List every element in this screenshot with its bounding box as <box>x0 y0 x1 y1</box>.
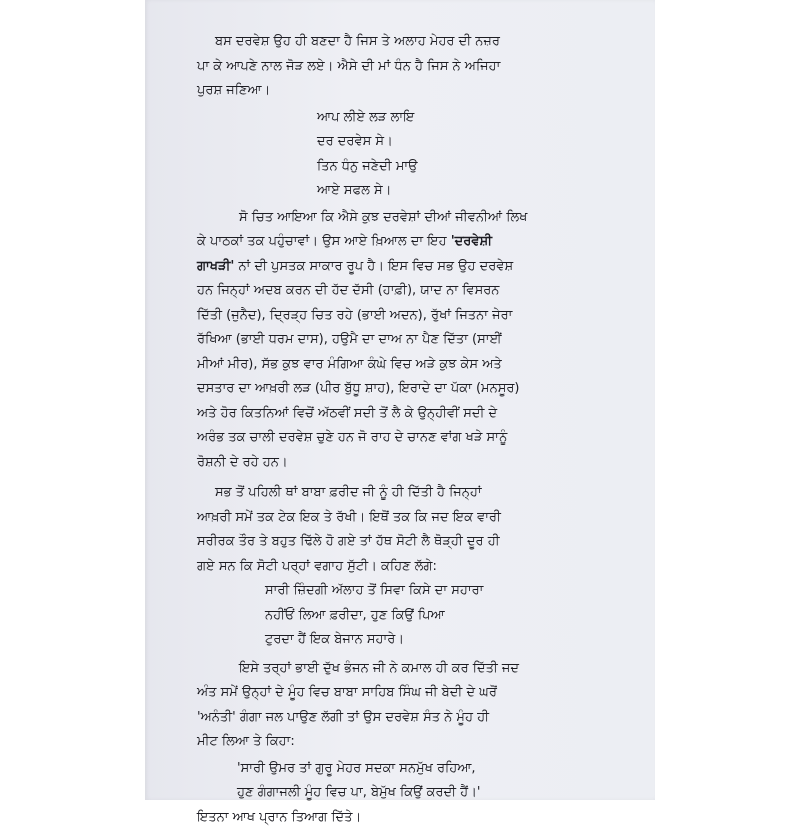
text-line: ਰੋਸ਼ਨੀ ਦੇ ਰਹੇ ਹਨ। <box>197 451 607 476</box>
text-line: ਪੁਰਸ਼ ਜਣਿਆ। <box>197 79 607 104</box>
verse-line: ਆਪ ਲੀਏ ਲੜ ਲਾਇ <box>317 106 607 131</box>
paragraph-dukh-bhanjan <box>197 657 607 755</box>
text-line: ਗਏ ਸਨ ਕਿ ਸੋਟੀ ਪਰ੍ਹਾਂ ਵਗਾਹ ਸੁੱਟੀ। ਕਹਿਣ ਲੱਗੇ: <box>197 555 607 580</box>
book-page <box>145 0 655 800</box>
text-run: ਨਾਂ ਦੀ ਪੁਸਤਕ ਸਾਕਾਰ ਰੂਪ ਹੈ। ਇਸ ਵਿਚ ਸਭ ਉਹ ਦਰਵੇਸ਼ <box>239 259 514 274</box>
text-line: ਬਸ ਦਰਵੇਸ਼ ਉਹ ਹੀ ਬਣਦਾ ਹੈ ਜਿਸ ਤੇ ਅਲਾਹ ਮੇਹਰ ਦੀ ਨਜ਼ਰ <box>197 30 607 55</box>
text-line: ਹਨ ਜਿਨ੍ਹਾਂ ਅਦਬ ਕਰਨ ਦੀ ਹੱਦ ਦੱਸੀ (ਹਾਫ਼ੀ), ਯਾਦ ਨਾ ਵਿਸਰਨ <box>197 279 607 304</box>
text-line <box>197 255 607 280</box>
verse-line: ਤਿਨ ਧੰਨੁ ਜਣੇਦੀ ਮਾਉ <box>317 155 607 180</box>
text-line: ਮੀਆਂ ਮੀਰ), ਸੱਭ ਕੁਝ ਵਾਰ ਮੰਗਿਆ ਕੰਘੇ ਵਿਚ ਅੜੇ ਕੁਝ ਕੇਸ ਅਤੇ <box>197 353 607 378</box>
paragraph-about-book <box>197 206 607 476</box>
text-line: ਦਸਤਾਰ ਦਾ ਆਖ਼ਰੀ ਲੜ (ਪੀਰ ਬੁੱਧੂ ਸ਼ਾਹ), ਇਰਾਦੇ ਦਾ ਪੱਕਾ (ਮਨਸੂਰ) <box>197 377 607 402</box>
text-line: ਇਸੇ ਤਰ੍ਹਾਂ ਭਾਈ ਦੁੱਖ ਭੰਜਨ ਜੀ ਨੇ ਕਮਾਲ ਹੀ ਕਰ ਦਿੱਤੀ ਜਦ <box>197 657 607 682</box>
text-line: ਇਤਨਾ ਆਖ ਪ੍ਰਾਨ ਤਿਆਗ ਦਿੱਤੇ। <box>197 806 607 830</box>
text-line <box>197 230 607 255</box>
book-title-part: 'ਦਰਵੇਸ਼ੀ <box>451 234 492 249</box>
text-run: ਕੇ ਪਾਠਕਾਂ ਤਕ ਪਹੁੰਚਾਵਾਂ। ਉਸ ਆਏ ਖ਼ਿਆਲ ਦਾ ਇਹ <box>197 234 447 249</box>
text-line: ਆਖ਼ਰੀ ਸਮੇਂ ਤਕ ਟੇਕ ਇਕ ਤੇ ਰੱਖੀ। ਇਥੋਂ ਤਕ ਕਿ ਜਦ ਇਕ ਵਾਰੀ <box>197 506 607 531</box>
page-text <box>197 30 607 830</box>
verse-line: ਨਹੀਂਓਂ ਲਿਆ ਫ਼ਰੀਦਾ, ਹੁਣ ਕਿਉਂ ਪਿਆ <box>265 604 607 629</box>
paragraph-intro <box>197 30 607 104</box>
text-line: ਪਾ ਕੇ ਆਪਣੇ ਨਾਲ ਜੋੜ ਲਏ। ਐਸੇ ਦੀ ਮਾਂ ਧੰਨ ਹੈ ਜਿਸ ਨੇ ਅਜਿਹਾ <box>197 55 607 80</box>
text-line: 'ਅਨੰਤੀ' ਗੰਗਾ ਜਲ ਪਾਉਣ ਲੱਗੀ ਤਾਂ ਉਸ ਦਰਵੇਸ਼ ਸੰਤ ਨੇ ਮੂੰਹ ਹੀ <box>197 706 607 731</box>
verse-block <box>197 106 607 204</box>
verse-line: ਸਾਰੀ ਜ਼ਿੰਦਗੀ ਅੱਲਾਹ ਤੋਂ ਸਿਵਾ ਕਿਸੇ ਦਾ ਸਹਾਰਾ <box>265 579 607 604</box>
verse-line: ਟੁਰਦਾ ਹੈਂ ਇਕ ਬੇਜਾਨ ਸਹਾਰੇ। <box>265 628 607 653</box>
verse-block <box>197 579 607 653</box>
text-line: ਅਤੇ ਹੋਰ ਕਿਤਨਿਆਂ ਵਿਚੋਂ ਅੱਠਵੀਂ ਸਦੀ ਤੋਂ ਲੈ ਕੇ ਉਨ੍ਹੀਵੀਂ ਸਦੀ ਦੇ <box>197 402 607 427</box>
text-line: ਅਰੰਭ ਤਕ ਚਾਲੀ ਦਰਵੇਸ਼ ਚੁਣੇ ਹਨ ਜੋ ਰਾਹ ਦੇ ਚਾਨਣ ਵਾਂਗ ਖੜੇ ਸਾਨੂੰ <box>197 426 607 451</box>
text-line: ਸਰੀਰਕ ਤੌਰ ਤੇ ਬਹੁਤ ਢਿੱਲੇ ਹੋ ਗਏ ਤਾਂ ਹੱਥ ਸੋਟੀ ਲੈ ਥੋੜ੍ਹੀ ਦੂਰ ਹੀ <box>197 530 607 555</box>
quote-line: ਹੁਣ ਗੰਗਾਜਲੀ ਮੂੰਹ ਵਿਚ ਪਾ, ਬੇਮੁੱਖ ਕਿਉਂ ਕਰਦੀ ਹੈਂ।' <box>237 781 607 806</box>
verse-line: ਆਏ ਸਫਲ ਸੇ। <box>317 179 607 204</box>
text-line: ਅੰਤ ਸਮੇਂ ਉਨ੍ਹਾਂ ਦੇ ਮੂੰਹ ਵਿਚ ਬਾਬਾ ਸਾਹਿਬ ਸਿੰਘ ਜੀ ਬੇਦੀ ਦੇ ਘਰੋਂ <box>197 681 607 706</box>
book-title-part: ਗਾਖੜੀ' <box>197 259 234 274</box>
verse-line: ਦਰ ਦਰਵੇਸ ਸੇ। <box>317 130 607 155</box>
text-line: ਦਿੱਤੀ (ਜੁਨੈਦ), ਦ੍ਰਿੜ੍ਹ ਚਿਤ ਰਹੇ (ਭਾਈ ਅਦਨ), ਰੁੱਖਾਂ ਜਿਤਨਾ ਜੇਰਾ <box>197 304 607 329</box>
text-line: ਮੀਟ ਲਿਆ ਤੇ ਕਿਹਾ: <box>197 730 607 755</box>
quote-line: 'ਸਾਰੀ ਉਮਰ ਤਾਂ ਗੁਰੂ ਮੇਹਰ ਸਦਕਾ ਸਨਮੁੱਖ ਰਹਿਆ, <box>237 757 607 782</box>
text-line: ਸੋ ਚਿਤ ਆਇਆ ਕਿ ਐਸੇ ਕੁਝ ਦਰਵੇਸ਼ਾਂ ਦੀਆਂ ਜੀਵਨੀਆਂ ਲਿਖ <box>197 206 607 231</box>
closing-line <box>197 806 607 830</box>
text-line: ਰੱਖਿਆ (ਭਾਈ ਧਰਮ ਦਾਸ), ਹਉਮੈ ਦਾ ਦਾਅ ਨਾ ਪੈਣ ਦਿੱਤਾ (ਸਾਈਂ <box>197 328 607 353</box>
quote-block <box>197 757 607 806</box>
text-line: ਸਭ ਤੋਂ ਪਹਿਲੀ ਥਾਂ ਬਾਬਾ ਫ਼ਰੀਦ ਜੀ ਨੂੰ ਹੀ ਦਿੱਤੀ ਹੈ ਜਿਨ੍ਹਾਂ <box>197 481 607 506</box>
paragraph-farid <box>197 481 607 579</box>
